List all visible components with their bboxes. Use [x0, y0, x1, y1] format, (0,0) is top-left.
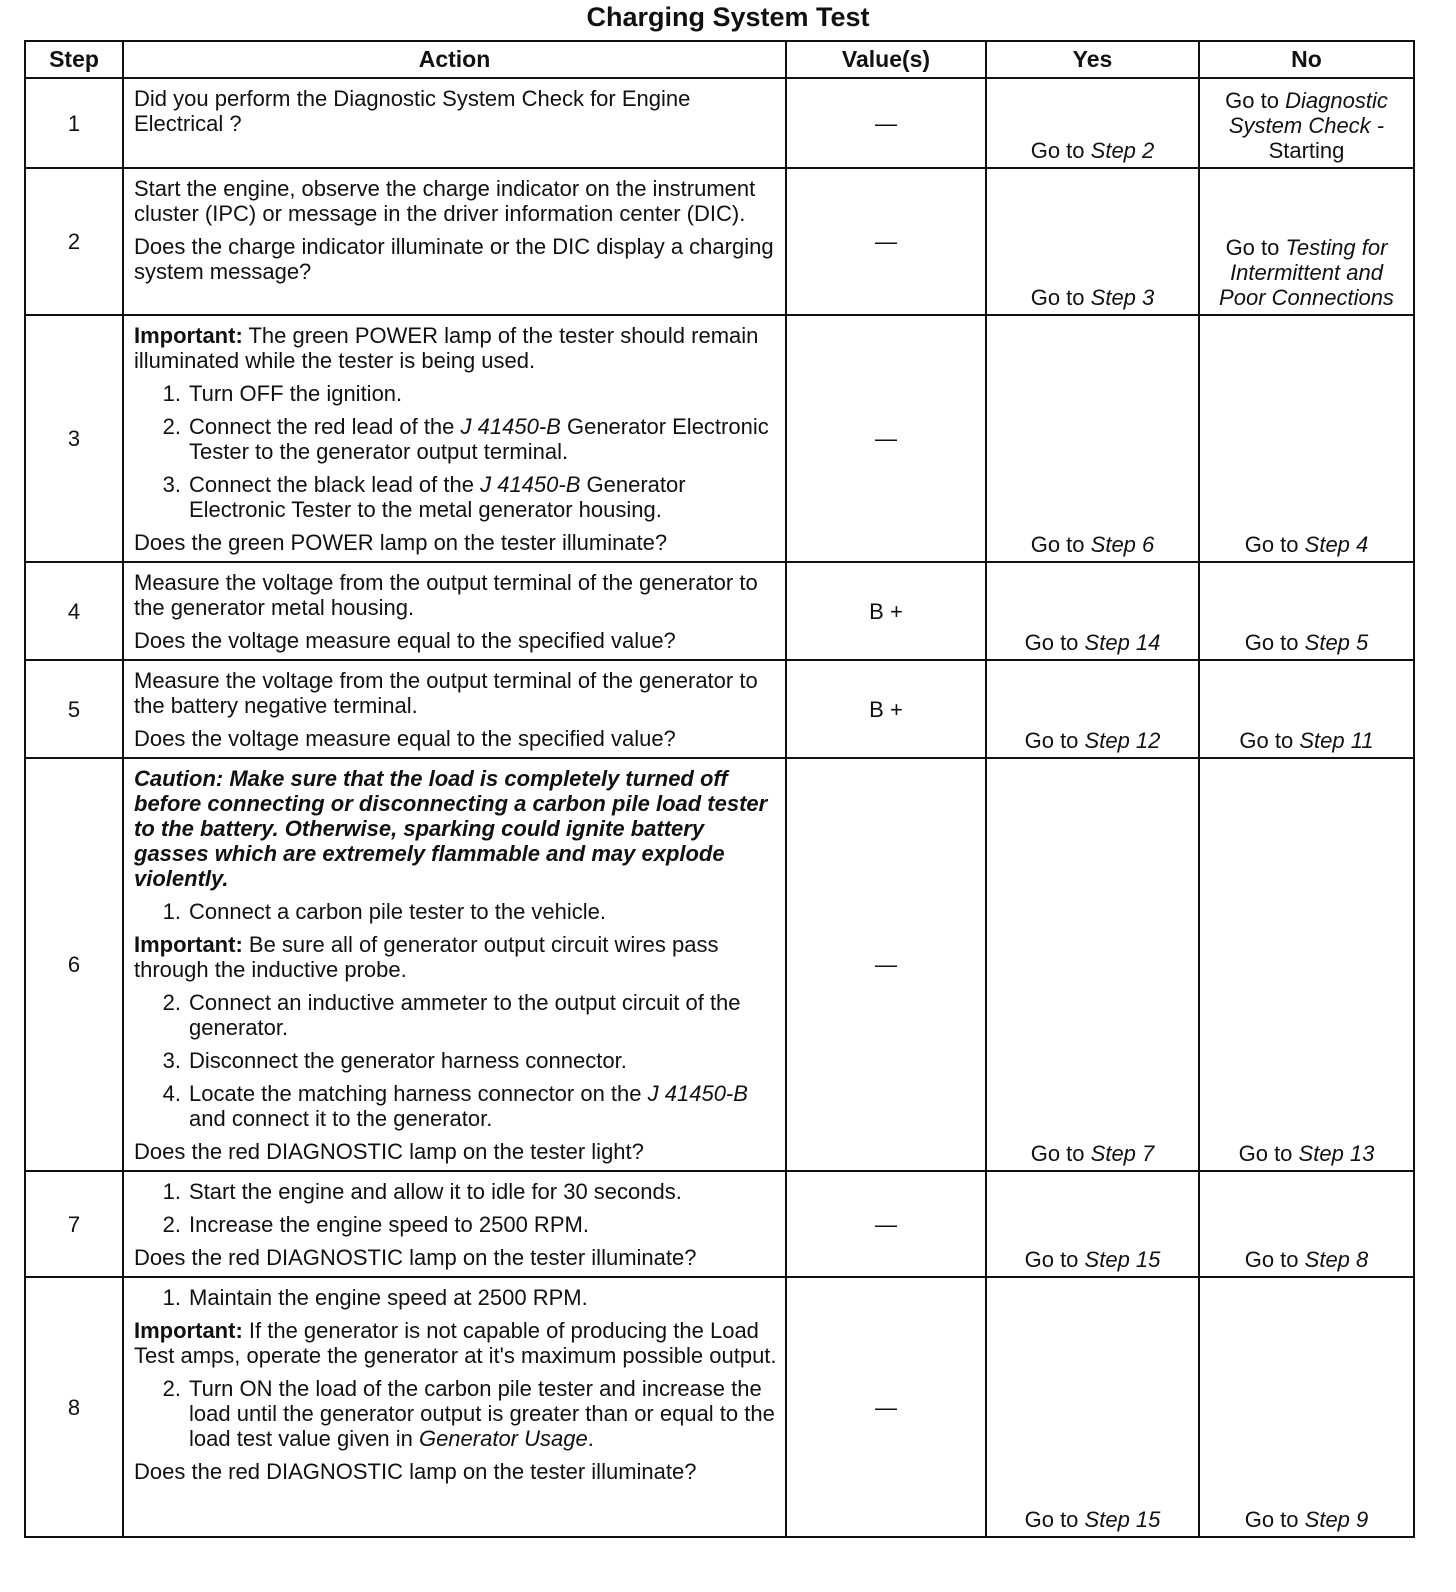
yes-step-link[interactable]: Step 7 [1090, 1141, 1155, 1166]
go-to-label: Go to [1239, 728, 1294, 753]
list-text-part: Generator Electronic Tester to the generator output terminal. [189, 414, 769, 464]
charging-system-test-table [24, 40, 1415, 1538]
table-row [25, 562, 1414, 660]
list-text [189, 1081, 777, 1131]
go-to-label: Go to [1030, 1141, 1085, 1166]
step-number: 7 [25, 1171, 123, 1277]
go-to-label: Go to [1030, 285, 1085, 310]
caution-note: Caution: Make sure that the load is completely turned off before connecting or disconnecting a carbon pile load tester to the battery. Otherwise, sparking could ignite battery gasses which are extremely flammable and may explode violently. [134, 766, 768, 891]
list-item [134, 472, 777, 522]
value-cell: — [786, 1171, 986, 1277]
action-cell [123, 315, 786, 562]
no-cell [1199, 168, 1414, 315]
tool-reference: J 41450-B [480, 472, 581, 497]
list-number: 2. [162, 990, 181, 1015]
value-cell: — [786, 1277, 986, 1537]
no-cell [1199, 660, 1414, 758]
go-to-label: Go to [1225, 88, 1279, 113]
list-number: 1. [162, 381, 181, 406]
no-cell [1199, 78, 1414, 168]
important-note [134, 323, 777, 373]
list-text: Turn OFF the ignition. [189, 381, 403, 406]
table-row [25, 1277, 1414, 1537]
no-step-link[interactable]: Step 9 [1304, 1507, 1369, 1532]
list-number: 2. [162, 1212, 181, 1237]
question: Does the voltage measure equal to the specified value? [134, 628, 676, 653]
list-text: Turn ON the load of the carbon pile tester and increase the load until the generator output is greater than or equal to the load test value given in Generator Usage. [189, 1376, 775, 1451]
no-cell [1199, 758, 1414, 1171]
list-number: 2. [162, 414, 181, 439]
value-cell: — [786, 758, 986, 1171]
yes-step-link[interactable]: Step 15 [1084, 1507, 1161, 1532]
instruction-text: Measure the voltage from the output terminal of the generator to the battery negative terminal. [134, 668, 758, 718]
no-ref-link[interactable]: Diagnostic System Check - [1228, 88, 1388, 138]
list-text-part: and connect it to the generator. [189, 1106, 493, 1131]
important-label: Important: [134, 932, 243, 957]
value-cell: B + [786, 660, 986, 758]
step-number: 5 [25, 660, 123, 758]
list-item [134, 990, 777, 1040]
go-to-label: Go to [1024, 1247, 1079, 1272]
step-number: 3 [25, 315, 123, 562]
list-text-part: Turn ON the load of the carbon pile tester and increase the load until the generator output is greater than or equal to the load test value given in [189, 1376, 775, 1451]
value-cell: — [786, 315, 986, 562]
go-to-label: Go to [1225, 235, 1280, 260]
no-step-link[interactable]: Step 4 [1304, 532, 1369, 557]
list-item [134, 1285, 777, 1310]
important-label: Important: [134, 1318, 243, 1343]
table-row [25, 78, 1414, 168]
important-text: Be sure all of generator output circuit wires pass through the inductive probe. [134, 932, 719, 982]
action-cell [123, 168, 786, 315]
list-text: Disconnect the generator harness connector. [189, 1048, 627, 1073]
no-step-link[interactable]: Step 8 [1304, 1247, 1369, 1272]
yes-cell [986, 562, 1199, 660]
list-text: Increase the engine speed to 2500 RPM. [189, 1212, 589, 1237]
list-item [134, 1212, 777, 1237]
list-number: 2. [162, 1376, 181, 1401]
go-to-label: Go to [1244, 1507, 1299, 1532]
list-item [134, 1179, 777, 1204]
table-row [25, 315, 1414, 562]
value-cell: — [786, 78, 986, 168]
go-to-label: Go to [1030, 138, 1085, 163]
yes-cell [986, 758, 1199, 1171]
question: Does the green POWER lamp on the tester illuminate? [134, 530, 668, 555]
no-ref-link-tail[interactable]: Starting [1268, 138, 1345, 163]
list-text: Connect a carbon pile tester to the vehicle. [189, 899, 607, 924]
action-cell [123, 1277, 786, 1537]
list-text-part: Locate the matching harness connector on the [189, 1081, 642, 1106]
action-cell [123, 660, 786, 758]
list-number: 4. [162, 1081, 181, 1106]
list-text-part: Generator Electronic Tester to the metal generator housing. [189, 472, 686, 522]
yes-cell [986, 660, 1199, 758]
no-cell [1199, 315, 1414, 562]
question: Did you perform the Diagnostic System Check for Engine Electrical ? [134, 86, 691, 136]
list-item [134, 414, 777, 464]
value-cell: B + [786, 562, 986, 660]
list-number: 1. [162, 1179, 181, 1204]
go-to-label: Go to [1244, 630, 1299, 655]
action-cell [123, 758, 786, 1171]
list-text: Start the engine and allow it to idle for 30 seconds. [189, 1179, 682, 1204]
action-cell [123, 1171, 786, 1277]
step-number: 6 [25, 758, 123, 1171]
list-text: Maintain the engine speed at 2500 RPM. [189, 1285, 588, 1310]
no-ref-link[interactable]: Testing for Intermittent and Poor Connections [1219, 235, 1394, 310]
yes-step-link[interactable]: Step 2 [1090, 138, 1155, 163]
step-number: 8 [25, 1277, 123, 1537]
go-to-label: Go to [1244, 532, 1299, 557]
instruction-text: Start the engine, observe the charge indicator on the instrument cluster (IPC) or message in the driver information center (DIC). [134, 176, 756, 226]
go-to-label: Go to [1024, 630, 1079, 655]
header-action: Action [123, 41, 786, 78]
header-yes: Yes [986, 41, 1199, 78]
no-cell [1199, 562, 1414, 660]
no-step-link[interactable]: Step 5 [1304, 630, 1369, 655]
list-number: 3. [162, 1048, 181, 1073]
list-item [134, 1048, 777, 1073]
step-number: 1 [25, 78, 123, 168]
go-to-label: Go to [1244, 1247, 1299, 1272]
table-row [25, 168, 1414, 315]
tool-reference: J 41450-B [647, 1081, 748, 1106]
tool-reference: J 41450-B [460, 414, 561, 439]
value-cell: — [786, 168, 986, 315]
yes-step-link[interactable]: Step 3 [1090, 285, 1155, 310]
question: Does the red DIAGNOSTIC lamp on the tester illuminate? [134, 1245, 697, 1270]
header-step: Step [25, 41, 123, 78]
table-row [25, 660, 1414, 758]
list-number: 3. [162, 472, 181, 497]
go-to-label: Go to [1024, 728, 1079, 753]
yes-step-link[interactable]: Step 12 [1084, 728, 1161, 753]
list-text: Connect an inductive ammeter to the output circuit of the generator. [189, 990, 741, 1040]
no-cell [1199, 1171, 1414, 1277]
list-text-part: Connect the red lead of the [189, 414, 455, 439]
important-text: If the generator is not capable of producing the Load Test amps, operate the generator at it's maximum possible output. [134, 1318, 777, 1368]
yes-cell [986, 168, 1199, 315]
table-row [25, 1171, 1414, 1277]
yes-cell [986, 78, 1199, 168]
list-text [189, 472, 777, 522]
no-step-link[interactable]: Step 11 [1299, 728, 1374, 753]
go-to-label: Go to [1024, 1507, 1079, 1532]
list-item [134, 1376, 777, 1451]
header-values: Value(s) [786, 41, 986, 78]
action-cell [123, 78, 786, 168]
yes-step-link[interactable]: Step 6 [1090, 532, 1155, 557]
no-cell [1199, 1277, 1414, 1537]
go-to-label: Go to [1030, 532, 1085, 557]
action-cell [123, 562, 786, 660]
table-row [25, 758, 1414, 1171]
question: Does the red DIAGNOSTIC lamp on the tester light? [134, 1139, 644, 1164]
step-number: 4 [25, 562, 123, 660]
yes-cell [986, 315, 1199, 562]
list-text [189, 414, 777, 464]
page-title: Charging System Test [586, 2, 870, 32]
yes-step-link[interactable]: Step 14 [1084, 630, 1161, 655]
important-text: The green POWER lamp of the tester should remain illuminated while the tester is being used. [134, 323, 759, 373]
list-text-part: Connect the black lead of the [189, 472, 474, 497]
step-number: 2 [25, 168, 123, 315]
yes-step-link[interactable]: Step 15 [1084, 1247, 1161, 1272]
go-to-label: Go to [1238, 1141, 1293, 1166]
list-item [134, 1081, 777, 1131]
important-note [134, 932, 777, 982]
question: Does the voltage measure equal to the specified value? [134, 726, 676, 751]
yes-cell [986, 1277, 1199, 1537]
important-note [134, 1318, 777, 1368]
important-label: Important: [134, 323, 243, 348]
document-reference[interactable]: Generator Usage [418, 1426, 588, 1451]
yes-cell [986, 1171, 1199, 1277]
question: Does the red DIAGNOSTIC lamp on the tester illuminate? [134, 1459, 697, 1484]
list-item [134, 381, 777, 406]
instruction-text: Measure the voltage from the output terminal of the generator to the generator metal housing. [134, 570, 758, 620]
question: Does the charge indicator illuminate or the DIC display a charging system message? [134, 234, 774, 284]
no-step-link[interactable]: Step 13 [1298, 1141, 1375, 1166]
list-number: 1. [162, 1285, 181, 1310]
list-item [134, 899, 777, 924]
table-header-row [25, 41, 1414, 78]
header-no: No [1199, 41, 1414, 78]
list-number: 1. [162, 899, 181, 924]
